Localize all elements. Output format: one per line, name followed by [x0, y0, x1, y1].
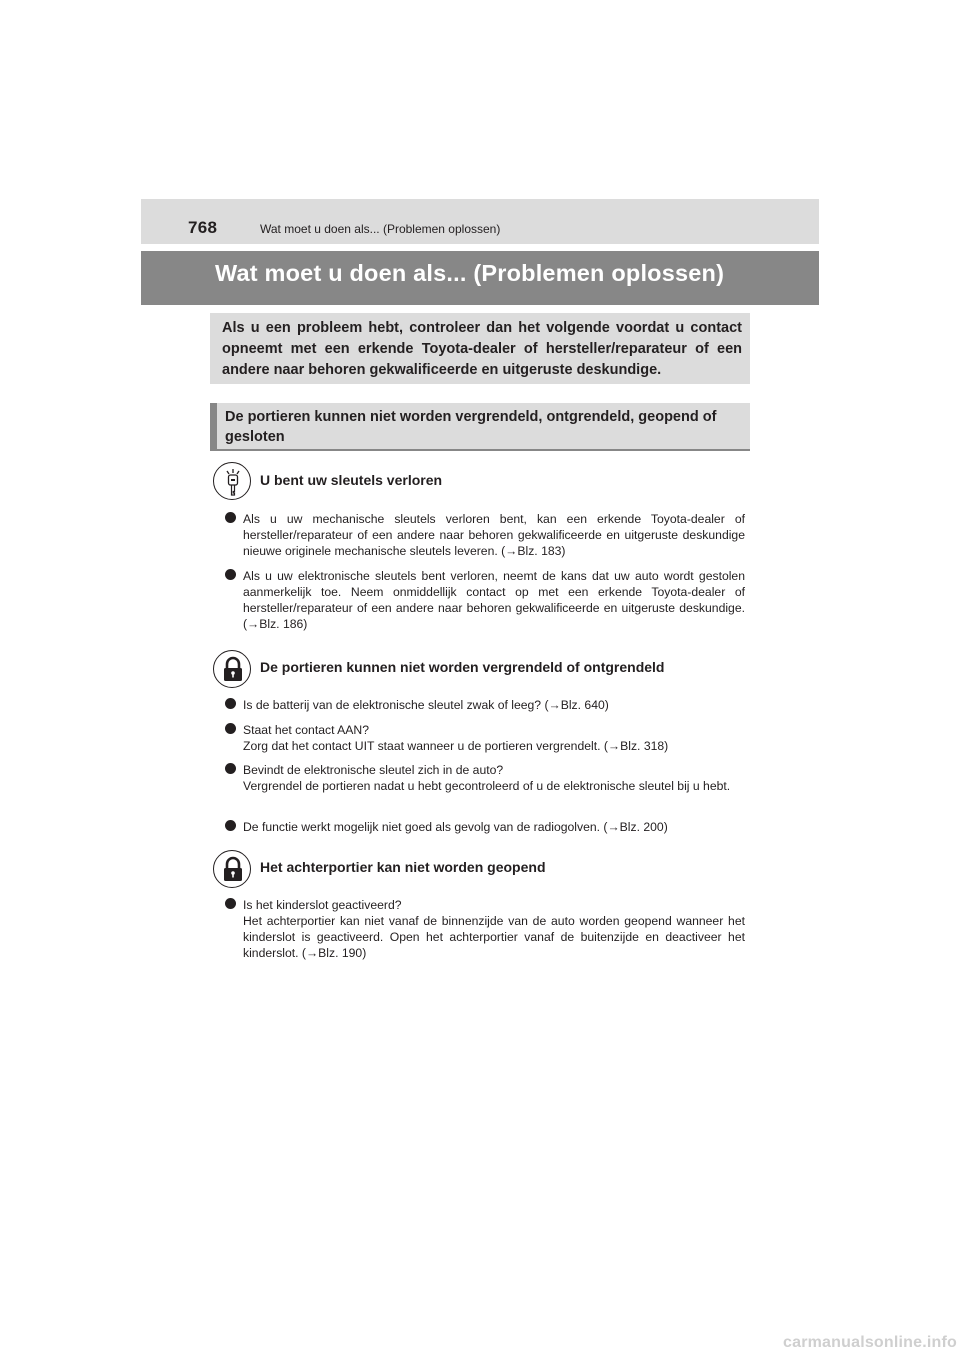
block-heading-lost-keys: U bent uw sleutels verloren	[260, 472, 443, 488]
bullet-question: Staat het contact AAN?	[243, 723, 370, 737]
watermark: carmanualsonline.info	[783, 1334, 958, 1351]
section-title: De portieren kunnen niet worden vergrendeld, ontgrendeld, geopend of gesloten	[225, 409, 717, 445]
block-heading-rear-door: Het achterportier kan niet worden geopend	[260, 859, 546, 875]
key-icon	[213, 462, 251, 500]
block-heading-lock-unlock: De portieren kunnen niet worden vergrendeld of ontgrendeld	[260, 659, 665, 675]
bullet-text: De functie werkt mogelijk niet goed als gevolg van de radiogolven. (→Blz. 200)	[243, 820, 668, 834]
bullet-text	[243, 722, 745, 754]
bullet-text: Als u uw elektronische sleutels bent verloren, neemt de kans dat uw auto wordt gestolen aanmerkelijk toe. Neem onmiddellijk contact op met een erkende Toyota-dealer of hersteller/reparateur of een andere naar behoren gekwalificeerde en uitgeruste deskundige. (→Blz. 186)	[243, 569, 745, 631]
bullet-answer: Zorg dat het contact UIT staat wanneer u de portieren vergrendelt. (→Blz. 318)	[243, 739, 669, 753]
bullet-dot	[225, 512, 236, 523]
page-number: 768	[188, 218, 218, 237]
bullet-answer: Vergrendel de portieren nadat u hebt gecontroleerd of u de elektronische sleutel bij u hebt.	[243, 779, 731, 793]
bullet-question: Is het kinderslot geactiveerd?	[243, 898, 402, 912]
bullet-dot	[225, 698, 236, 709]
padlock-icon	[213, 850, 251, 888]
section-accent	[210, 403, 217, 451]
bullet-dot	[225, 763, 236, 774]
bullet-dot	[225, 723, 236, 734]
bullet-text: Als u uw mechanische sleutels verloren bent, kan een erkende Toyota-dealer of hersteller/reparateur of een andere naar behoren gekwalificeerde en uitgeruste deskundige nieuwe originele mechanische sleutels leveren. (→Blz. 183)	[243, 512, 745, 558]
bullet-dot	[225, 569, 236, 580]
bullet-text	[243, 762, 745, 794]
padlock-icon	[213, 650, 251, 688]
bullet-answer: Het achterportier kan niet vanaf de binnenzijde van de auto worden geopend wanneer het kinderslot is geactiveerd. Open het achterportier vanaf de buitenzijde en deactiveer het kinderslot. (→Blz. 190)	[243, 914, 745, 960]
bullet-text	[243, 897, 745, 961]
running-title: Wat moet u doen als... (Problemen oplossen)	[260, 222, 501, 236]
page-title: Wat moet u doen als... (Problemen oplossen)	[215, 260, 725, 286]
bullet-dot	[225, 898, 236, 909]
intro-text: Als u een probleem hebt, controleer dan het volgende voordat u contact opneemt met een erkende Toyota-dealer of hersteller/reparateur of een andere naar behoren gekwalificeerde en uitgeruste deskundige.	[222, 320, 742, 378]
bullet-text: Is de batterij van de elektronische sleutel zwak of leeg? (→Blz. 640)	[243, 698, 609, 712]
bullet-question: Bevindt de elektronische sleutel zich in de auto?	[243, 763, 504, 777]
bullet-dot	[225, 820, 236, 831]
